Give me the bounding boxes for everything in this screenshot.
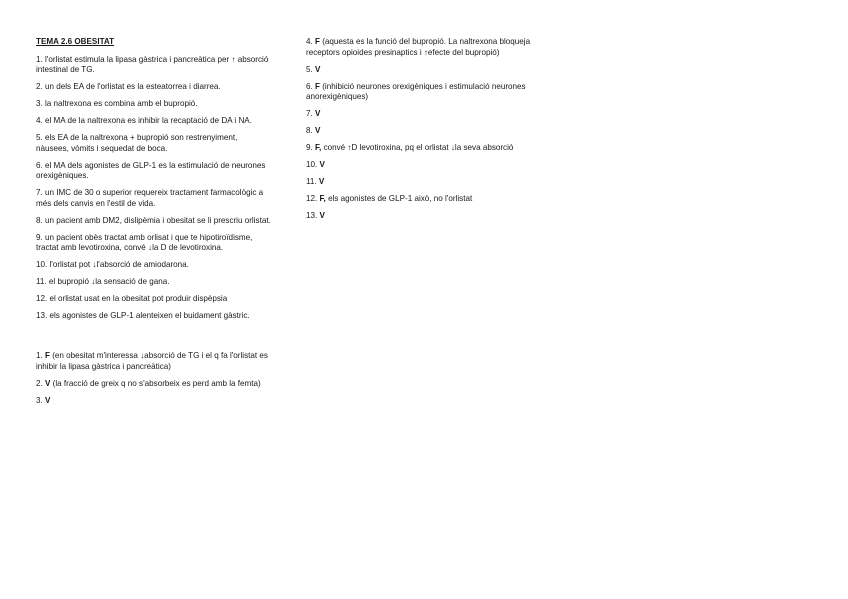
answer-number: 9.	[306, 143, 313, 153]
answer-number: 4.	[306, 37, 313, 46]
answer-explanation: els agonistes de GLP-1 això, no l'orlistat	[328, 194, 473, 204]
question-item: 1. l'orlistat estimula la lipasa gàstrica i pancreàtica per ↑ absorció intestinal de TG.	[36, 54, 269, 75]
answer-item	[306, 65, 546, 76]
answer-verdict: V	[315, 64, 321, 74]
question-item: 7. un IMC de 30 o superior requereix tractament farmacològic a més dels canvis en l'estil de vida.	[36, 188, 264, 208]
answer-verdict: V	[318, 177, 325, 187]
answer-explanation: convé ↑D levotiroxina, pq el orlistat ↓la seva absorció	[323, 143, 514, 153]
question-item: 12. el orlistat usat en la obesitat pot produir dispèpsia	[36, 294, 228, 304]
question-item: 2. un dels EA de l'orlistat es la esteatorrea i diarrea.	[36, 82, 221, 92]
answer-verdict: V	[319, 160, 325, 170]
question-item: 9. un pacient obès tractat amb orlisat i que te hipotiroïdisme, tractat amb levotiroxina, convé ↓la D de levotiroxina.	[36, 232, 253, 253]
answer-number: 12.	[306, 194, 318, 204]
answer-item	[36, 351, 272, 372]
answer-number: 11.	[306, 177, 317, 187]
answer-number: 5.	[306, 64, 313, 74]
question-item: 3. la naltrexona es combina amb el bupropió.	[36, 99, 198, 109]
answer-number: 13.	[306, 211, 318, 221]
answer-item	[306, 126, 546, 137]
answer-verdict: F,	[319, 194, 326, 204]
answer-verdict: V	[45, 395, 51, 405]
answer-explanation: (la fracció de greix q no s'absorbeix es perd amb la femta)	[52, 378, 261, 388]
answer-number: 6.	[306, 81, 313, 91]
answer-explanation: (inhibició neurones orexigèniques i estimulació neurones anorexigèniques)	[306, 81, 526, 102]
section-spacer	[36, 328, 272, 351]
answer-verdict: F	[315, 37, 320, 46]
answer-item	[306, 109, 546, 120]
answer-verdict: V	[319, 211, 325, 221]
answer-item	[306, 194, 546, 205]
question-item: 6. el MA dels agonistes de GLP-1 es la estimulació de neurones orexigèniques.	[36, 160, 266, 181]
answer-item	[306, 160, 546, 171]
page-title: TEMA 2.6 OBESITAT	[36, 37, 115, 46]
answer-explanation: (aquesta es la funció del bupropió. La naltrexona bloqueja receptors opioides presinaptics i ↑efecte del bupropió)	[306, 37, 531, 57]
question-item: 10. l'orlistat pot ↓l'absorció de amiodarona.	[36, 260, 189, 270]
answer-verdict: V	[315, 126, 321, 136]
answer-number: 8.	[306, 126, 313, 136]
question-item: 8. un pacient amb DM2, dislipèmia i obesitat se li prescriu orlistat.	[36, 215, 271, 225]
right-column	[306, 37, 546, 228]
answer-explanation: (en obesitat m'interessa ↓absorció de TG i el q fa l'orlistat es inhibir la lipasa gàstrica i pancreàtica)	[36, 351, 268, 371]
question-item: 5. els EA de la naltrexona + bupropió son restrenyiment, nàusees, vòmits i sequedat de boca.	[36, 133, 238, 153]
answer-number: 7.	[306, 109, 313, 119]
answer-item	[306, 211, 546, 222]
answer-verdict: V	[315, 109, 321, 119]
answer-number: 3.	[36, 395, 43, 405]
answer-item	[36, 379, 272, 390]
question-item: 4. el MA de la naltrexona es inhibir la recaptació de DA i NA.	[36, 116, 252, 126]
answer-item	[306, 177, 546, 188]
answer-item	[306, 82, 546, 103]
answer-verdict: F	[315, 81, 320, 91]
answer-verdict: F,	[315, 143, 322, 153]
answer-number: 1.	[36, 351, 43, 361]
left-column	[36, 37, 272, 413]
answer-number: 2.	[36, 378, 43, 388]
answer-verdict: F	[45, 351, 50, 361]
answer-item	[36, 396, 272, 407]
answer-item	[306, 37, 546, 58]
question-item: 11. el bupropió ↓la sensació de gana.	[36, 277, 170, 287]
question-item: 13. els agonistes de GLP-1 alenteixen el buidament gàstric.	[36, 311, 250, 321]
answer-number: 10.	[306, 160, 318, 170]
answer-verdict: V	[45, 378, 51, 388]
answer-item	[306, 143, 546, 154]
